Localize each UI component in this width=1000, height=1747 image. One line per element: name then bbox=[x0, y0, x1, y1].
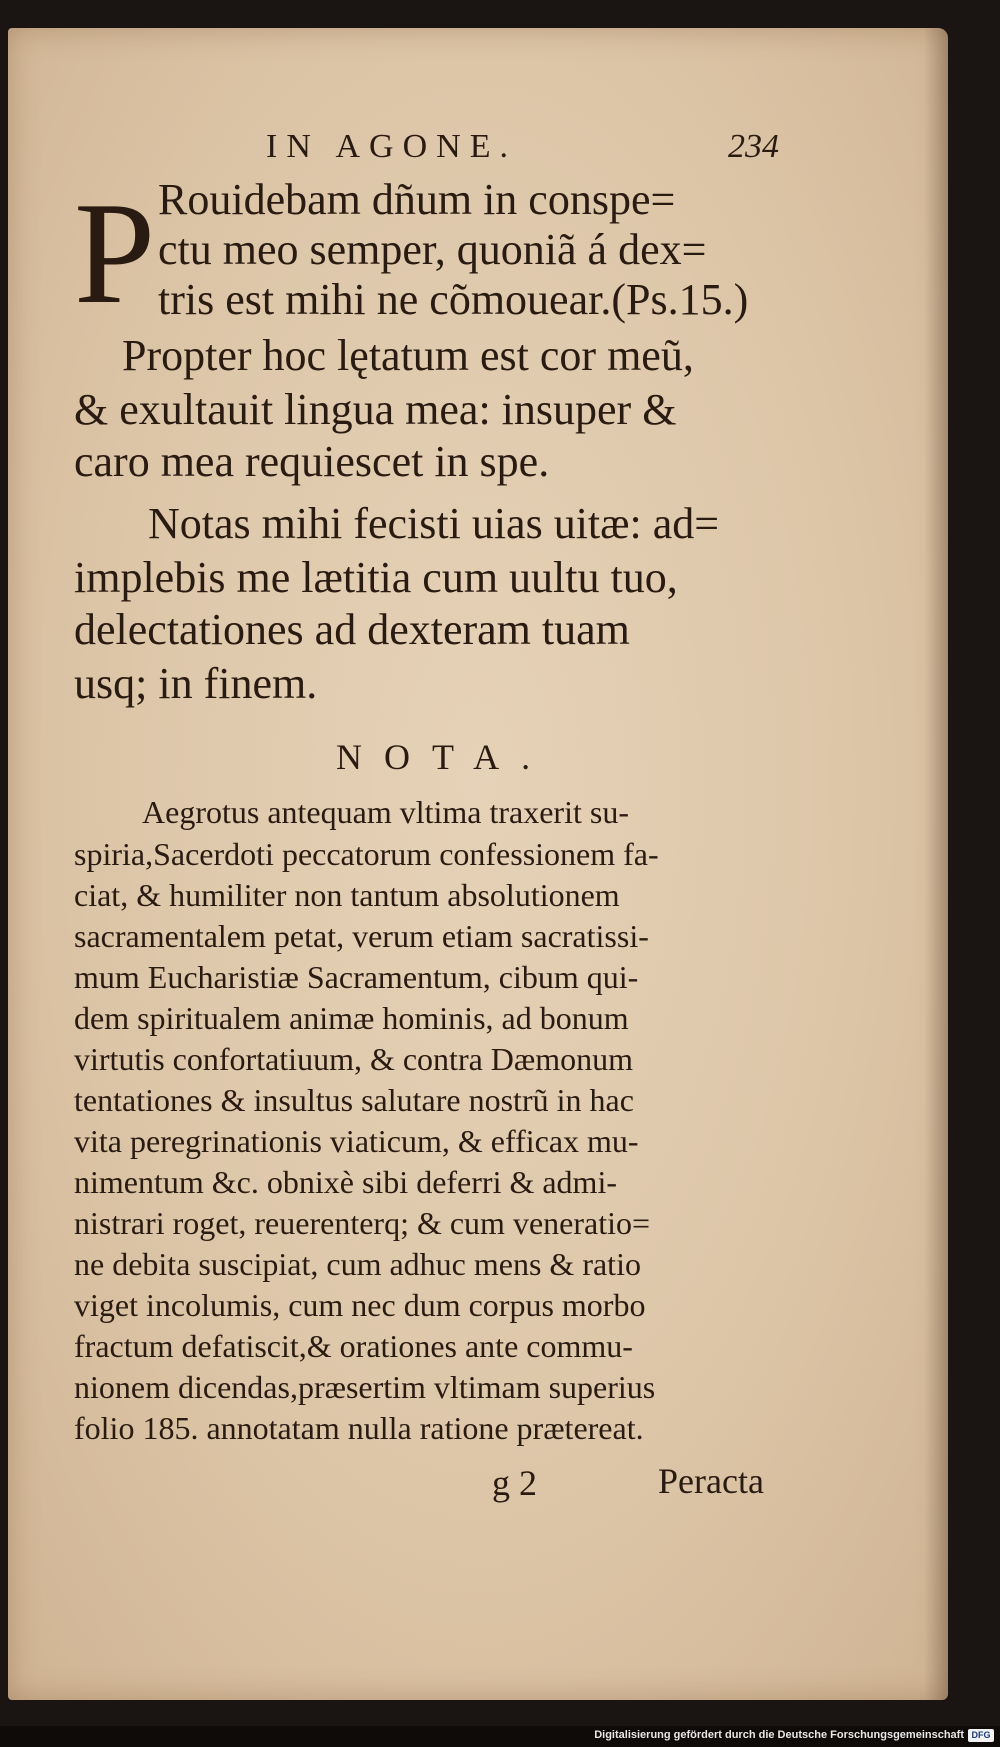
nota-line: mum Eucharistiæ Sacramentum, cibum qui- bbox=[74, 959, 639, 995]
psalm-line: Rouidebam dñum in conspe= bbox=[158, 175, 676, 224]
psalm-line: caro mea requiescet in spe. bbox=[74, 437, 550, 486]
psalm-line: Notas mihi fecisti uias uitæ: ad= bbox=[148, 499, 720, 548]
nota-line: dem spiritualem animæ hominis, ad bonum bbox=[74, 1000, 629, 1036]
nota-line: ciat, & humiliter non tantum absolutionem bbox=[74, 877, 620, 913]
psalm-line: Propter hoc lętatum est cor meũ, bbox=[122, 331, 694, 380]
psalm-line: & exultauit lingua mea: insuper & bbox=[74, 385, 677, 434]
nota-line: nistrari roget, reuerenterq; & cum veneratio= bbox=[74, 1205, 651, 1241]
nota-line: nimentum &c. obnixè sibi deferri & admi- bbox=[74, 1164, 617, 1200]
signature-mark: g 2 bbox=[492, 1463, 537, 1503]
nota-line: sacramentalem petat, verum etiam sacratissi- bbox=[74, 918, 649, 954]
nota-line: viget incolumis, cum nec dum corpus morbo bbox=[74, 1287, 646, 1323]
nota-line: Aegrotus antequam vltima traxerit su- bbox=[142, 794, 629, 830]
catchword: Peracta bbox=[658, 1461, 764, 1501]
psalm-line: tris est mihi ne cõmouear.(Ps.15.) bbox=[158, 275, 749, 324]
nota-line: fractum defatiscit,& orationes ante commu- bbox=[74, 1328, 633, 1364]
section-heading: NOTA. bbox=[336, 737, 553, 777]
footer-credit: Digitalisierung gefördert durch die Deutsche Forschungsgemeinschaft bbox=[594, 1729, 964, 1741]
nota-line: spiria,Sacerdoti peccatorum confessionem fa- bbox=[74, 836, 659, 872]
nota-line: folio 185. annotatam nulla ratione prætereat. bbox=[74, 1410, 644, 1446]
dfg-logo-icon: DFG bbox=[968, 1729, 994, 1742]
running-head: IN AGONE. bbox=[266, 128, 517, 165]
nota-line: tentationes & insultus salutare nostrũ in hac bbox=[74, 1082, 634, 1118]
book-page bbox=[8, 28, 948, 1700]
psalm-line: ctu meo semper, quoniã á dex= bbox=[158, 225, 707, 274]
drop-cap: P bbox=[74, 172, 156, 334]
nota-line: nionem dicendas,præsertim vltimam superius bbox=[74, 1369, 656, 1405]
nota-line: ne debita suscipiat, cum adhuc mens & ratio bbox=[74, 1246, 641, 1282]
psalm-line: implebis me lætitia cum uultu tuo, bbox=[74, 553, 678, 602]
psalm-line: usq; in finem. bbox=[74, 659, 318, 708]
psalm-line: delectationes ad dexteram tuam bbox=[74, 605, 630, 654]
page-number: 234 bbox=[728, 128, 779, 165]
nota-line: vita peregrinationis viaticum, & efficax mu- bbox=[74, 1123, 639, 1159]
nota-line: virtutis confortatiuum, & contra Dæmonum bbox=[74, 1041, 634, 1077]
